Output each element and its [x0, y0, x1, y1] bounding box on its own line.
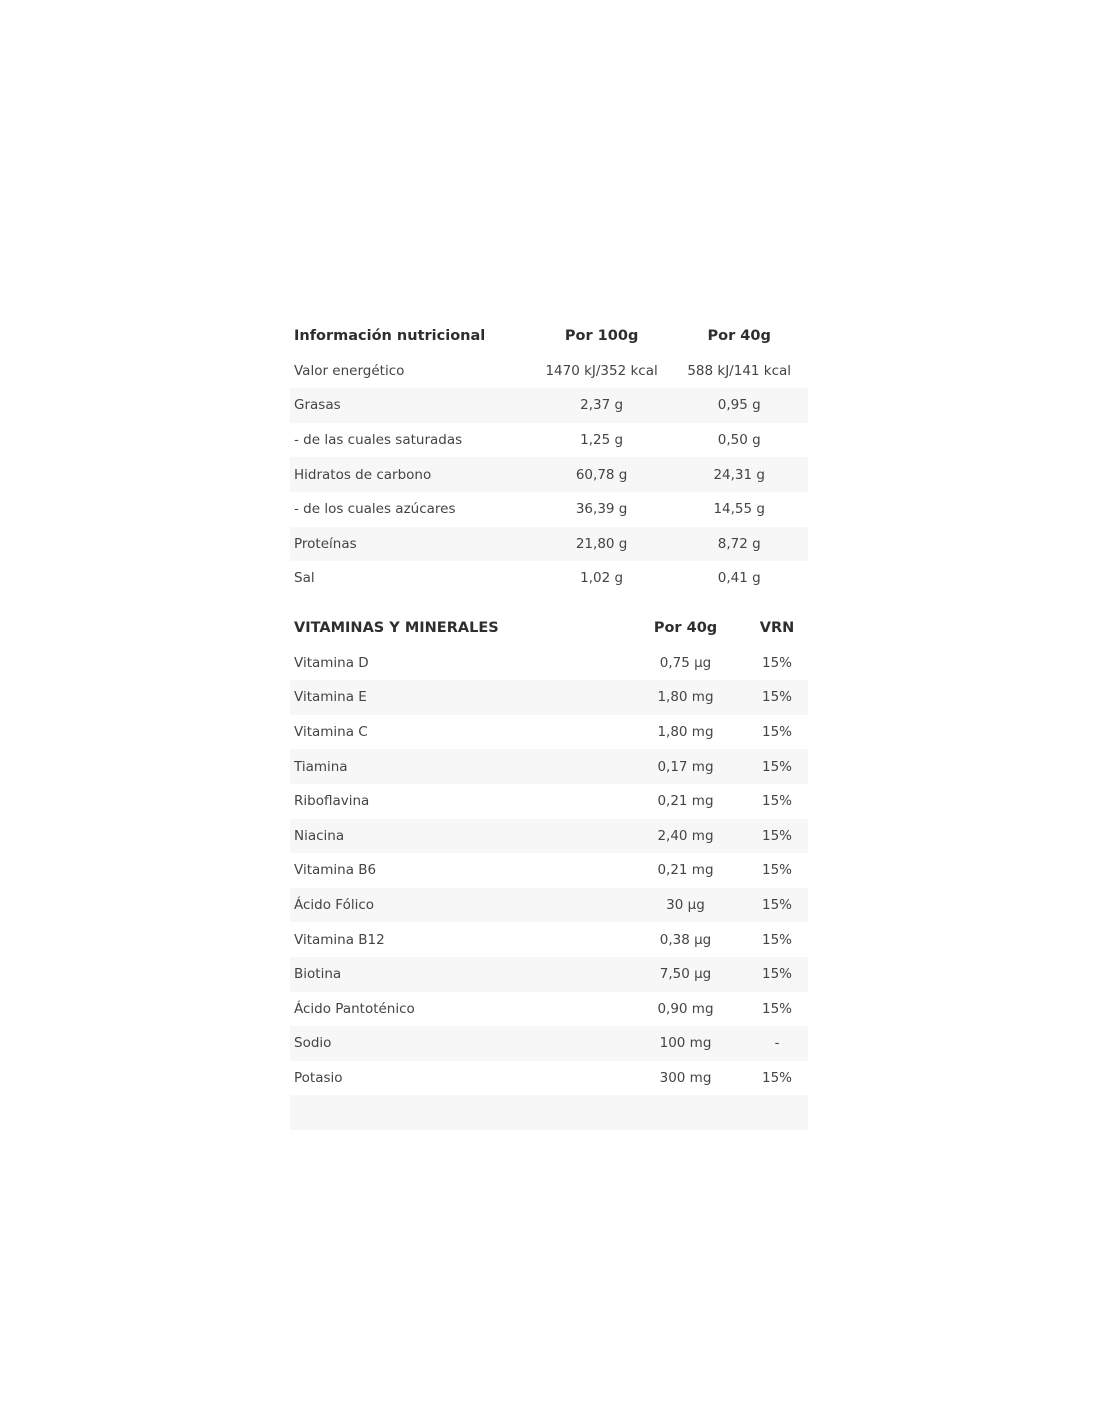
table-row: [290, 888, 808, 923]
vitamin-per-40g: 100 mg: [659, 1035, 712, 1052]
vitamin-per-40g: 0,75 µg: [659, 654, 712, 671]
table-row: [290, 992, 808, 1027]
vitamin-vrn: 15%: [761, 654, 792, 671]
table-row: [290, 423, 808, 458]
table-row: [290, 922, 808, 957]
nutrient-per-100g: 21,80 g: [575, 535, 628, 552]
vitamin-per-40g: 0,38 µg: [659, 931, 712, 948]
vitamin-name: Potasio: [294, 1070, 343, 1087]
nutrient-per-40g: 588 kJ/141 kcal: [687, 362, 792, 379]
vitamins-header-vrn: VRN: [759, 620, 795, 637]
table-footer-stripe: [290, 1095, 808, 1130]
table-row: [290, 819, 808, 854]
vitamin-name: Niacina: [294, 827, 345, 844]
vitamin-vrn: 15%: [761, 897, 792, 914]
vitamin-name: Sodio: [294, 1035, 332, 1052]
vitamins-header-row: [290, 611, 808, 646]
table-row: [290, 957, 808, 992]
nutrition-header-per-100g: Por 100g: [564, 328, 639, 345]
vitamin-per-40g: 1,80 mg: [657, 724, 714, 741]
vitamins-header-per-40g: Por 40g: [653, 620, 718, 637]
vitamin-name: Vitamina B6: [294, 862, 377, 879]
vitamin-per-40g: 30 µg: [666, 897, 705, 914]
nutrient-per-100g: 1,25 g: [580, 432, 624, 449]
vitamin-name: Ácido Fólico: [294, 897, 375, 914]
vitamin-per-40g: 0,90 mg: [657, 1000, 714, 1017]
vitamin-per-40g: 0,21 mg: [657, 793, 714, 810]
nutrient-per-40g: 0,41 g: [717, 570, 761, 587]
vitamin-per-40g: 1,80 mg: [657, 689, 714, 706]
nutrient-per-100g: 2,37 g: [580, 397, 624, 414]
nutrient-name: - de las cuales saturadas: [294, 432, 463, 449]
nutrient-name: Sal: [294, 570, 315, 587]
table-row: [290, 680, 808, 715]
vitamin-per-40g: 0,21 mg: [657, 862, 714, 879]
vitamins-header-title: VITAMINAS Y MINERALES: [294, 620, 499, 637]
nutrition-table: [290, 319, 808, 596]
nutrient-per-40g: 14,55 g: [713, 501, 765, 518]
vitamin-per-40g: 300 mg: [659, 1070, 712, 1087]
vitamin-per-40g: 2,40 mg: [657, 827, 714, 844]
table-row: [290, 749, 808, 784]
vitamin-name: Vitamina C: [294, 724, 368, 741]
vitamin-vrn: 15%: [761, 827, 792, 844]
table-row: [290, 715, 808, 750]
table-row: [290, 1061, 808, 1096]
vitamin-name: Riboflavina: [294, 793, 370, 810]
table-row: [290, 492, 808, 527]
vitamin-name: Biotina: [294, 966, 342, 983]
vitamin-vrn: 15%: [761, 689, 792, 706]
nutrition-header-row: [290, 319, 808, 354]
vitamin-vrn: 15%: [761, 862, 792, 879]
vitamin-vrn: 15%: [761, 1070, 792, 1087]
vitamins-minerals-table: [290, 611, 808, 1130]
vitamin-vrn: 15%: [761, 1000, 792, 1017]
table-row: [290, 1026, 808, 1061]
nutrient-per-100g: 60,78 g: [575, 466, 628, 483]
vitamin-vrn: 15%: [761, 966, 792, 983]
table-row: [290, 646, 808, 681]
vitamin-vrn: 15%: [761, 793, 792, 810]
nutrition-header-per-40g: Por 40g: [707, 328, 771, 345]
nutrient-per-40g: 8,72 g: [717, 535, 761, 552]
nutrient-name: Valor energético: [294, 362, 405, 379]
nutrition-header-title: Información nutricional: [294, 328, 486, 345]
table-row: [290, 784, 808, 819]
vitamin-vrn: 15%: [761, 931, 792, 948]
nutrient-per-40g: 24,31 g: [713, 466, 765, 483]
vitamin-per-40g: 0,17 mg: [657, 758, 714, 775]
nutrient-name: - de los cuales azúcares: [294, 501, 456, 518]
vitamin-vrn: -: [774, 1035, 780, 1052]
nutrient-per-100g: 36,39 g: [575, 501, 628, 518]
table-row: [290, 388, 808, 423]
nutrient-per-100g: 1470 kJ/352 kcal: [545, 362, 658, 379]
vitamin-per-40g: 7,50 µg: [659, 966, 712, 983]
vitamin-vrn: 15%: [761, 724, 792, 741]
table-row: [290, 457, 808, 492]
vitamin-vrn: 15%: [761, 758, 792, 775]
nutrient-name: Grasas: [294, 397, 341, 414]
table-row: [290, 561, 808, 596]
table-row: [290, 354, 808, 389]
nutrient-per-40g: 0,95 g: [717, 397, 761, 414]
table-row: [290, 527, 808, 562]
vitamin-name: Ácido Pantoténico: [294, 1000, 415, 1017]
vitamin-name: Tiamina: [294, 758, 348, 775]
nutrient-per-100g: 1,02 g: [580, 570, 624, 587]
nutrient-per-40g: 0,50 g: [717, 432, 761, 449]
vitamin-name: Vitamina D: [294, 654, 369, 671]
table-row: [290, 853, 808, 888]
vitamin-name: Vitamina B12: [294, 931, 385, 948]
vitamin-name: Vitamina E: [294, 689, 367, 706]
nutrient-name: Hidratos de carbono: [294, 466, 432, 483]
nutrient-name: Proteínas: [294, 535, 357, 552]
